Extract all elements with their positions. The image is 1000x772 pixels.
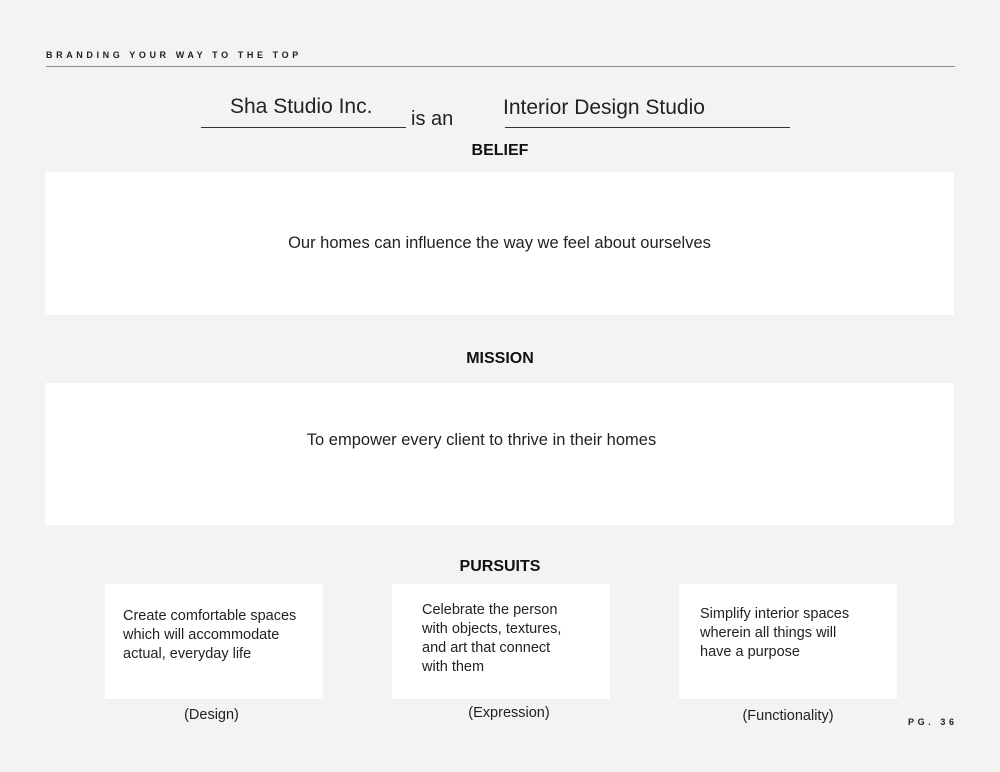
- statement-connector: is an: [411, 108, 454, 130]
- belief-text: Our homes can influence the way we feel about ourselves: [288, 234, 711, 252]
- pursuit-line: Celebrate the person: [422, 602, 558, 618]
- page-header-title: BRANDING YOUR WAY TO THE TOP: [46, 50, 302, 60]
- pursuit-line: have a purpose: [700, 644, 800, 660]
- pursuit-card-design: [105, 584, 323, 699]
- pursuit-card-functionality: [679, 584, 897, 699]
- page-number: PG. 36: [908, 717, 958, 727]
- pursuit-caption-expression: (Expression): [468, 705, 550, 721]
- category-underline: [505, 127, 790, 128]
- company-name-text: Sha Studio Inc.: [230, 95, 373, 118]
- pursuit-text-functionality: [700, 605, 849, 662]
- header-divider: [46, 66, 955, 67]
- pursuit-line: wherein all things will: [700, 625, 837, 641]
- pursuit-line: Simplify interior spaces: [700, 606, 850, 622]
- pursuit-line: with them: [422, 659, 485, 675]
- mission-text: To empower every client to thrive in their homes: [306, 431, 657, 449]
- mission-label: MISSION: [466, 350, 534, 367]
- pursuit-line: actual, everyday life: [123, 646, 252, 662]
- mission-box: [45, 383, 954, 525]
- pursuit-line: Create comfortable spaces: [123, 608, 297, 624]
- pursuit-line: and art that connect: [422, 640, 551, 656]
- pursuit-line: which will accommodate: [123, 627, 280, 643]
- belief-box: [45, 172, 954, 315]
- pursuit-text-expression: [422, 601, 561, 677]
- pursuit-caption-design: (Design): [184, 707, 239, 723]
- pursuits-label: PURSUITS: [459, 558, 541, 575]
- belief-label: BELIEF: [471, 142, 529, 159]
- pursuit-card-expression: [392, 584, 610, 699]
- pursuit-line: with objects, textures,: [422, 621, 562, 637]
- category-text: Interior Design Studio: [503, 96, 705, 119]
- company-name-underline: [201, 127, 406, 128]
- pursuit-caption-functionality: (Functionality): [742, 708, 834, 724]
- pursuit-text-design: [123, 607, 296, 664]
